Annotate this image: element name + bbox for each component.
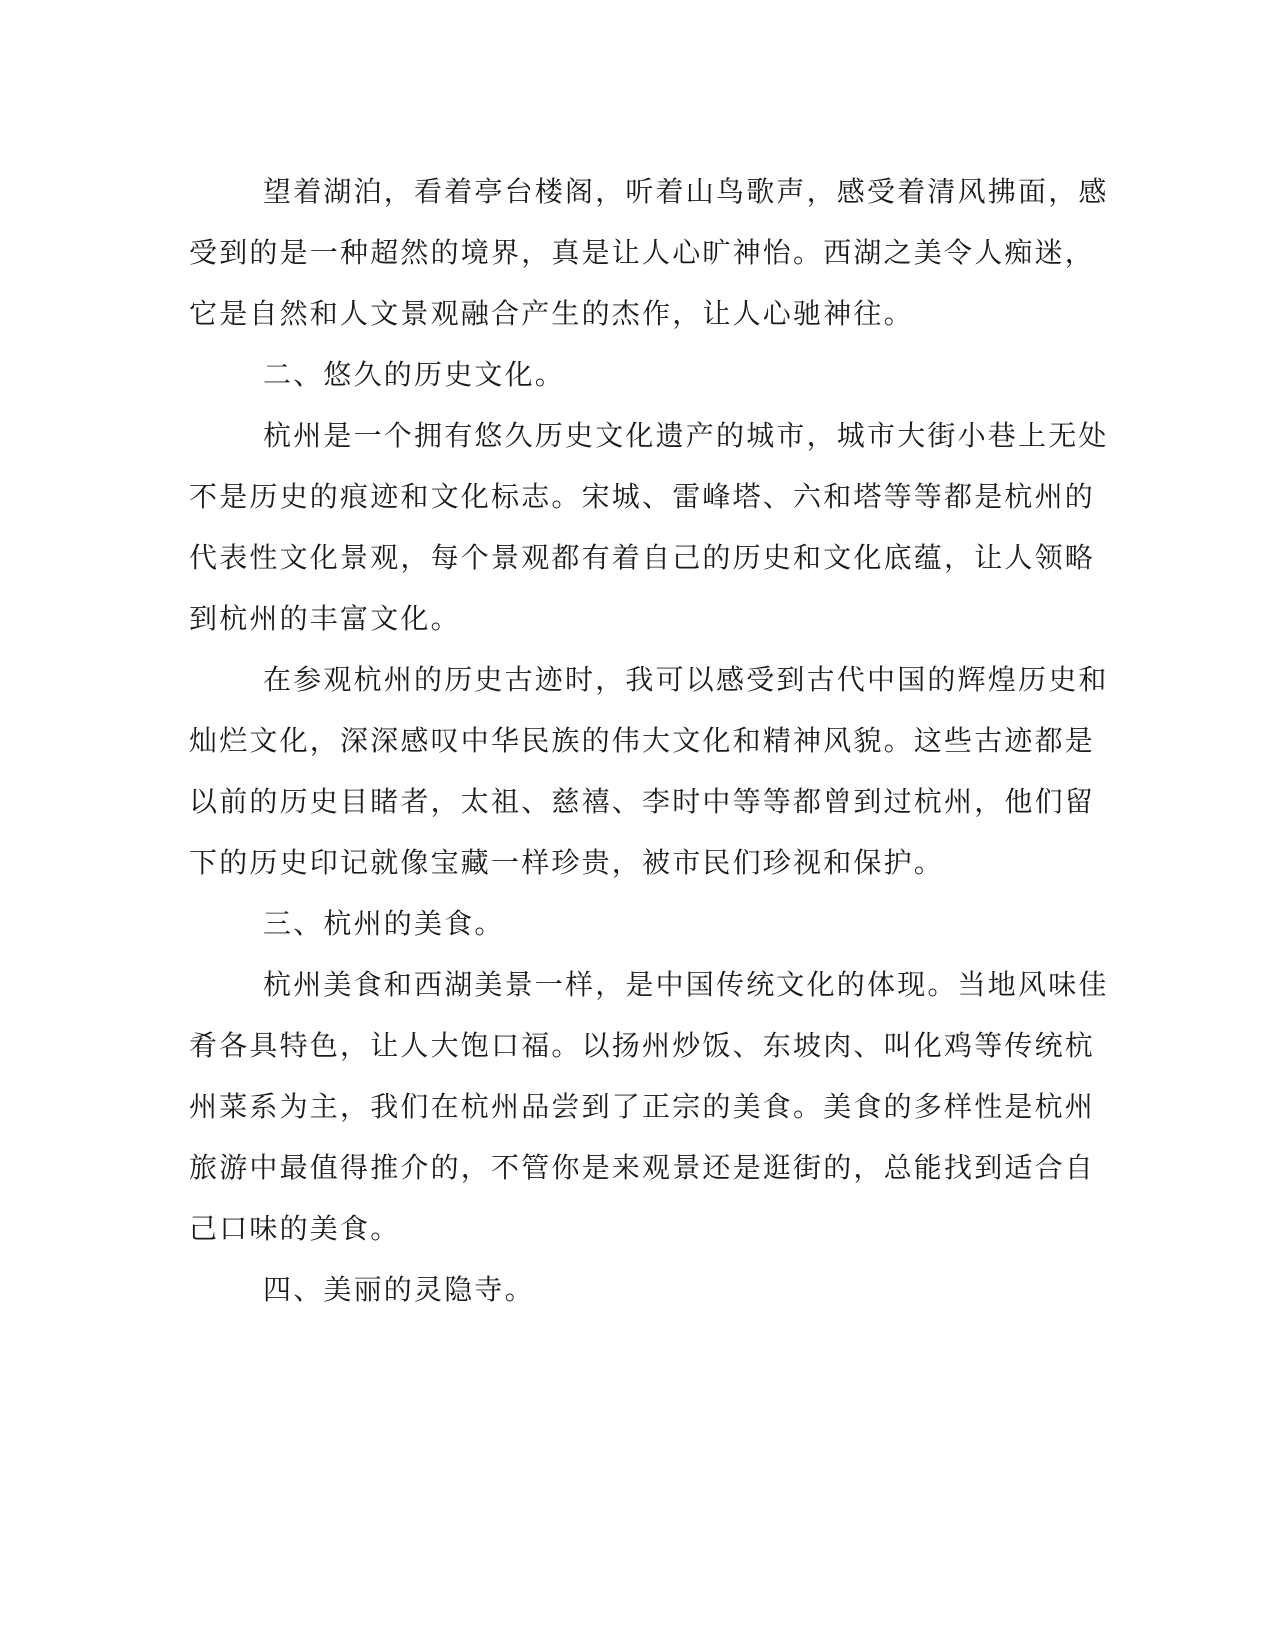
paragraph (189, 161, 1109, 344)
paragraph-line: 到杭州的丰富文化。 (189, 602, 461, 635)
heading-line: 三、杭州的美食。 (263, 907, 505, 940)
paragraph-line: 州菜系为主，我们在杭州品尝到了正宗的美食。美食的多样性是杭州 (189, 1090, 1096, 1123)
heading-line: 四、美丽的灵隐寺。 (263, 1273, 535, 1306)
section-heading (189, 1259, 1074, 1320)
paragraph (189, 405, 1109, 649)
paragraph-line: 己口味的美食。 (189, 1212, 401, 1245)
paragraph-line: 旅游中最值得推介的，不管你是来观景还是逛街的，总能找到适合自 (189, 1151, 1096, 1184)
heading-line: 二、悠久的历史文化。 (263, 358, 566, 391)
paragraph (189, 649, 1109, 893)
section-heading (189, 344, 1074, 405)
paragraph-line: 下的历史印记就像宝藏一样珍贵，被市民们珍视和保护。 (189, 846, 945, 879)
paragraph-line: 杭州美食和西湖美景一样，是中国传统文化的体现。当地风味佳 (263, 968, 1109, 1001)
paragraph (189, 954, 1109, 1259)
paragraph-line: 杭州是一个拥有悠久历史文化遗产的城市，城市大街小巷上无处 (263, 419, 1109, 452)
paragraph-line: 它是自然和人文景观融合产生的杰作，让人心驰神往。 (189, 297, 914, 330)
section-heading (189, 893, 1074, 954)
paragraph-line: 代表性文化景观，每个景观都有着自己的历史和文化底蕴，让人领略 (189, 541, 1096, 574)
paragraph-line: 灿烂文化，深深感叹中华民族的伟大文化和精神风貌。这些古迹都是 (189, 724, 1096, 757)
paragraph-line: 肴各具特色，让人大饱口福。以扬州炒饭、东坡肉、叫化鸡等传统杭 (189, 1029, 1096, 1062)
paragraph-line: 在参观杭州的历史古迹时，我可以感受到古代中国的辉煌历史和 (263, 663, 1109, 696)
paragraph-line: 受到的是一种超然的境界，真是让人心旷神怡。西湖之美令人痴迷， (189, 236, 1096, 269)
paragraph-line: 以前的历史目睹者，太祖、慈禧、李时中等等都曾到过杭州，他们留 (189, 785, 1096, 818)
document-body (189, 161, 1109, 1320)
paragraph-line: 望着湖泊，看着亭台楼阁，听着山鸟歌声，感受着清风拂面，感 (263, 175, 1109, 208)
paragraph-line: 不是历史的痕迹和文化标志。宋城、雷峰塔、六和塔等等都是杭州的 (189, 480, 1096, 513)
